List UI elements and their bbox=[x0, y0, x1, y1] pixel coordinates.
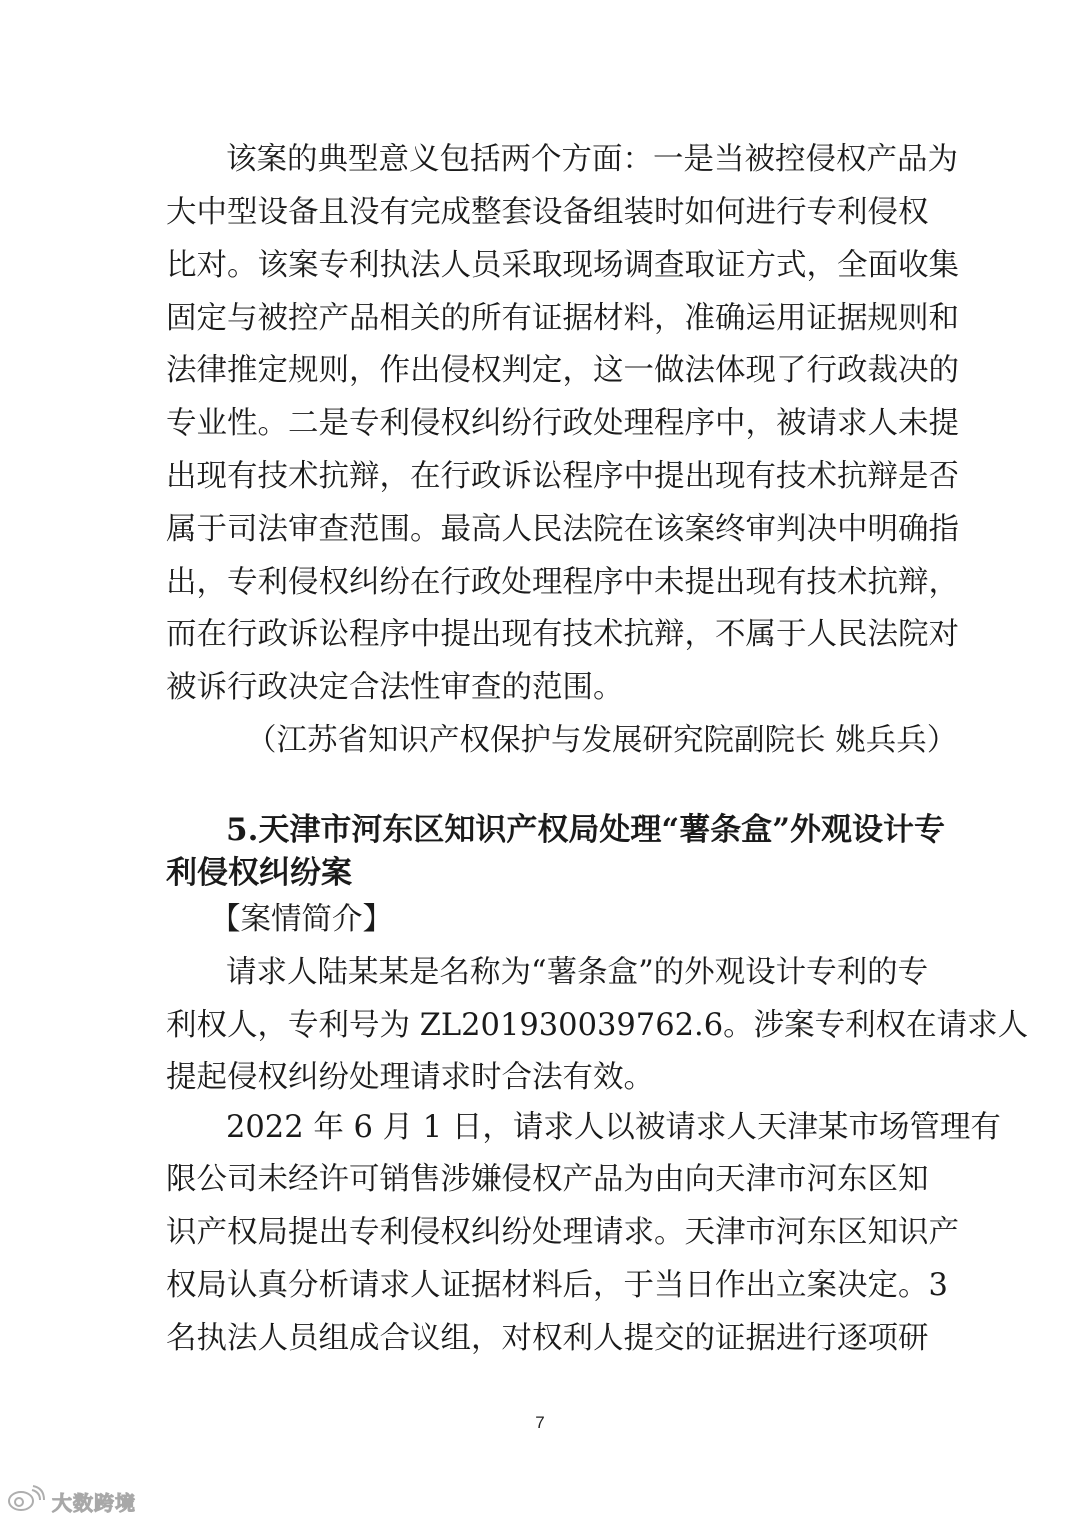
paragraph-2-line: 利权人，专利号为 ZL201930039762.6。涉案专利权在请求人 bbox=[166, 1008, 1029, 1043]
paragraph-1-line: 出现有技术抗辩，在行政诉讼程序中提出现有技术抗辩是否 bbox=[166, 459, 959, 494]
watermark bbox=[6, 1484, 136, 1518]
paragraph-3-line: 识产权局提出专利侵权纠纷处理请求。天津市河东区知识产 bbox=[166, 1215, 959, 1250]
page-number: 7 bbox=[535, 1413, 545, 1432]
paragraph-1-line: 专业性。二是专利侵权纠纷行政处理程序中，被请求人未提 bbox=[166, 406, 959, 441]
weibo-style-eye-logo-icon bbox=[6, 1484, 46, 1518]
paragraph-1-line: 出，专利侵权纠纷在行政处理程序中未提出现有技术抗辩， bbox=[166, 565, 959, 600]
paragraph-1-line: 法律推定规则，作出侵权判定，这一做法体现了行政裁决的 bbox=[166, 353, 959, 388]
case-heading-line: 利侵权纠纷案 bbox=[166, 855, 352, 891]
paragraph-2-line: 提起侵权纠纷处理请求时合法有效。 bbox=[166, 1060, 654, 1095]
paragraph-3-line: 权局认真分析请求人证据材料后，于当日作出立案决定。3 bbox=[166, 1268, 948, 1303]
paragraph-1-line: 大中型设备且没有完成整套设备组装时如何进行专利侵权 bbox=[166, 195, 929, 230]
paragraph-1-line: 该案的典型意义包括两个方面：一是当被控侵权产品为 bbox=[226, 142, 958, 177]
section-label: 【案情简介】 bbox=[210, 902, 393, 937]
paragraph-3-line: 名执法人员组成合议组，对权利人提交的证据进行逐项研 bbox=[166, 1321, 929, 1356]
paragraph-1-line: 而在行政诉讼程序中提出现有技术抗辩，不属于人民法院对 bbox=[166, 617, 959, 652]
author-attribution: （江苏省知识产权保护与发展研究院副院长 姚兵兵） bbox=[246, 723, 958, 758]
paragraph-3-line: 限公司未经许可销售涉嫌侵权产品为由向天津市河东区知 bbox=[166, 1162, 929, 1197]
paragraph-2-line: 请求人陆某某是名称为“薯条盒”的外观设计专利的专 bbox=[226, 955, 929, 990]
paragraph-1-line: 比对。该案专利执法人员采取现场调查取证方式，全面收集 bbox=[166, 248, 959, 283]
paragraph-1-line: 固定与被控产品相关的所有证据材料，准确运用证据规则和 bbox=[166, 301, 959, 336]
case-heading-line: 5.天津市河东区知识产权局处理“薯条盒”外观设计专 bbox=[226, 812, 946, 848]
paragraph-1-line: 被诉行政决定合法性审查的范围。 bbox=[166, 670, 624, 705]
watermark-text: 大数跨境 bbox=[52, 1490, 136, 1515]
paragraph-1-line: 属于司法审查范围。最高人民法院在该案终审判决中明确指 bbox=[166, 512, 959, 547]
paragraph-3-line: 2022 年 6 月 1 日，请求人以被请求人天津某市场管理有 bbox=[226, 1110, 1001, 1145]
